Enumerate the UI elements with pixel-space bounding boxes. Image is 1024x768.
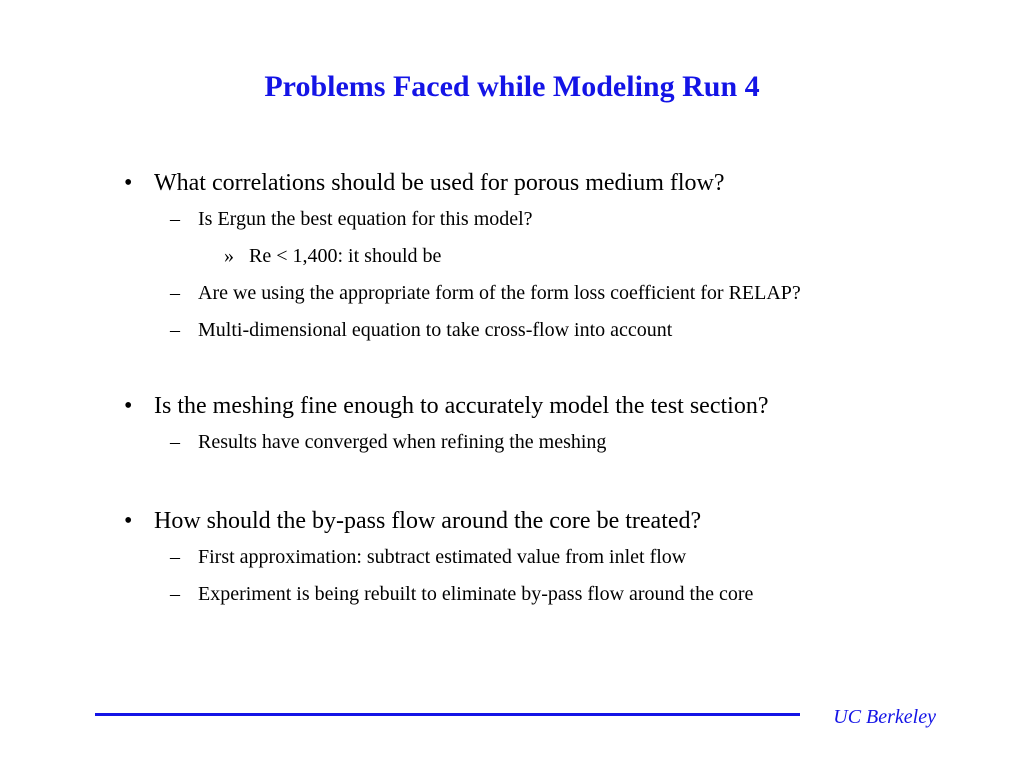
bullet-item (118, 391, 938, 421)
dash-marker: – (170, 546, 180, 568)
dash-marker: – (170, 282, 180, 304)
slide-title: Problems Faced while Modeling Run 4 (264, 70, 760, 103)
bullet-list (118, 168, 938, 607)
sub-sub-bullet-item (118, 244, 938, 269)
dash-marker: – (170, 431, 180, 453)
dash-marker: – (170, 583, 180, 605)
sub-bullet-text: Is Ergun the best equation for this model? (198, 208, 533, 230)
bullet-marker: • (124, 170, 133, 196)
bullet-item (118, 506, 938, 536)
sub-bullet-item (118, 281, 938, 306)
footer-label: UC Berkeley (833, 706, 936, 728)
bullet-marker: • (124, 393, 133, 419)
dash-marker: – (170, 208, 180, 230)
sub-bullet-text: Results have converged when refining the meshing (198, 431, 607, 453)
dash-marker: – (170, 319, 180, 341)
sub-bullet-item (118, 545, 938, 570)
chevron-marker: » (224, 245, 234, 267)
sub-bullet-text: First approximation: subtract estimated value from inlet flow (198, 546, 687, 568)
sub-bullet-text: Multi-dimensional equation to take cross-flow into account (198, 319, 673, 341)
bullet-marker: • (124, 508, 133, 534)
sub-bullet-text: Are we using the appropriate form of the form loss coefficient for RELAP? (198, 282, 801, 304)
sub-bullet-item (118, 318, 938, 343)
bullet-item (118, 168, 938, 198)
sub-bullet-item (118, 582, 938, 607)
bullet-text: What correlations should be used for porous medium flow? (154, 170, 725, 196)
sub-bullet-item (118, 430, 938, 455)
sub-sub-bullet-text: Re < 1,400: it should be (249, 245, 442, 267)
sub-bullet-item (118, 207, 938, 232)
bullet-text: Is the meshing fine enough to accurately model the test section? (154, 393, 769, 419)
bullet-text: How should the by-pass flow around the core be treated? (154, 508, 702, 534)
footer-divider (95, 713, 800, 716)
sub-bullet-text: Experiment is being rebuilt to eliminate by-pass flow around the core (198, 583, 754, 605)
